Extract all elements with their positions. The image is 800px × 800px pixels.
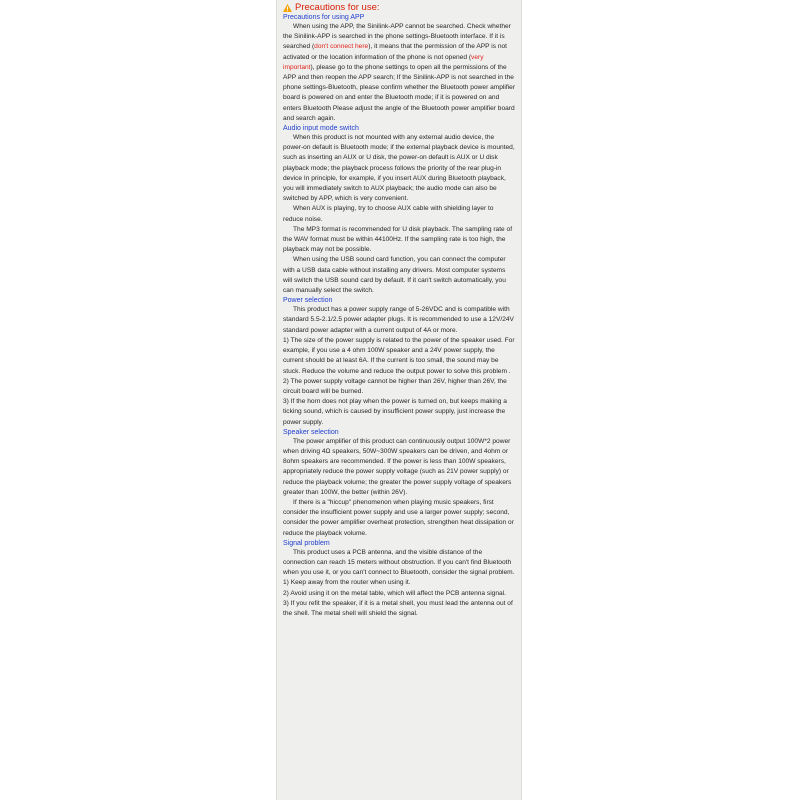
warning-icon [283,4,292,12]
page-title [283,2,515,13]
title-text: Precautions for use: [295,2,380,13]
app-text-3: ), please go to the phone settings to open all the permissions of the APP and then reopen the APP search; If the Sinilink-APP is not searched in the phone settings-Bluetooth, please confirm whether the Bluetooth power amplifier board is powered on and enter the Bluetooth mode; if it is powered on and enters Bluetooth Please adjust the angle of the Bluetooth power amplifier board and search again. [283,63,516,122]
paragraph-power-4: 3) If the horn does not play when the power is turned on, but keeps making a ticking sound, which is caused by insufficient power supply, just increase the power supply. [283,398,507,426]
section-heading-app: Precautions for using APP [283,14,365,21]
paragraph-power-3: 2) The power supply voltage cannot be higher than 26V, higher than 26V, the circuit board will be burned. [283,377,507,395]
section-heading-audio: Audio input mode switch [283,125,359,133]
paragraph-audio-4: When using the USB sound card function, you can connect the computer with a USB data cable without installing any drivers. Most computer systems will switch the USB sound card by default. If it can't switch automatically, you can manually select the switch. [283,256,506,295]
paragraph-signal-2: 1) Keep away from the router when using it. [283,579,411,587]
precautions-panel [276,0,522,800]
section-heading-speaker: Speaker selection [283,428,339,436]
app-text-1: When using the APP, the Sinilink-APP cannot be searched. Check whether the Sinilink-APP is searched in the phone settings-Bluetooth interface. If it is searched ( [283,23,511,51]
paragraph-speaker-1: The power amplifier of this product can continuously output 100W*2 power when driving 4Ω speakers, 50W~300W speakers can be driven, and 4ohm or 8ohm speakers are recommended. If the power is less than 100W speakers, appropriately reduce the power supply voltage (such as 21V power supply) or reduce the playback volume; the greater the power supply voltage of speakers greater than 100W, the better (within 26V). [283,437,512,496]
paragraph-power-1: This product has a power supply range of 5-26VDC and is compatible with standard 5.5-2.1/2.5 power adapter plugs. It is recommended to use a 12V/24V standard power adapter with a current output of 4A or more. [283,306,514,334]
paragraph-power-2: 1) The size of the power supply is related to the power of the speaker used. For example, if you use a 4 ohm 100W speaker and a 24V power supply, the current should be at least 6A. If the current is too small, the sound may be stuck. Reduce the volume and reduce the output power to solve this problem . [283,336,515,375]
app-warning-2: very important [283,53,484,71]
paragraph-speaker-2: If there is a "hiccup" phenomenon when playing music speakers, first consider the insufficient power supply and use a larger power supply; second, consider the power amplifier overheat protection, strengthen heat dissipation or reduce the playback volume. [283,498,514,537]
app-warning-1: don't connect here [314,43,369,51]
paragraph-audio-3: The MP3 format is recommended for U disk playback. The sampling rate of the WAV format must be within 44100Hz. If the sampling rate is too high, the playback may not be possible. [283,225,513,254]
section-heading-signal: Signal problem [283,539,330,547]
precautions-content [277,0,521,619]
paragraph-audio-2: When AUX is playing, try to choose AUX cable with shielding layer to reduce noise. [283,205,494,223]
app-text-2: ), it means that the permission of the APP is not activated or the location information of the phone is not opened ( [283,43,508,61]
paragraph-signal-3: 2) Avoid using it on the metal table, which will affect the PCB antenna signal. [283,589,506,597]
paragraph-signal-1: This product uses a PCB antenna, and the visible distance of the connection can reach 15 meters without obstruction. If you can't find Bluetooth when you use it, or you can't connect to Bluetooth, consider the signal problem. [283,548,515,577]
paragraph-audio-1: When this product is not mounted with any external audio device, the power-on default is Bluetooth mode; if the external playback device is mounted, such as inserting an AUX or U disk, the power-on default is AUX or U disk playback mode; the playback process follows the priority of the rear plug-in device In principle, for example, if you insert AUX during Bluetooth playback, you will immediately switch to AUX playback; the audio mode can also be switched by APP, which is very convenient. [283,134,515,203]
section-heading-power: Power selection [283,297,333,305]
paragraph-app [283,22,515,124]
paragraph-signal-4: 3) If you refit the speaker, if it is a metal shell, you must lead the antenna out of the shell. The metal shell will shield the signal. [283,599,513,617]
